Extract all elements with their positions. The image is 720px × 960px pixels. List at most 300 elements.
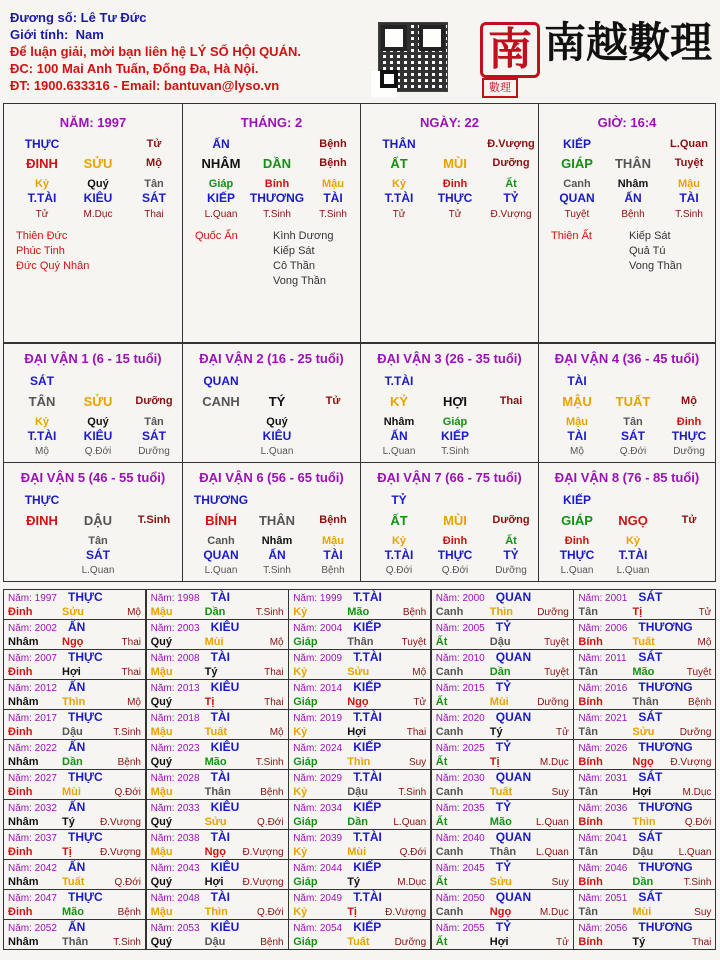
- year-cell: [146, 769, 289, 800]
- year-branch: Tị: [347, 906, 357, 918]
- year-stem: Kỷ: [293, 906, 308, 918]
- year-god: SÁT: [638, 890, 663, 904]
- year-label: Năm: 2039: [293, 833, 343, 844]
- year-label: Năm: 2011: [578, 653, 627, 664]
- year-label: Năm: 2004: [293, 623, 343, 634]
- year-stage: Bệnh: [402, 607, 427, 618]
- year-god: KIẾP: [353, 680, 382, 694]
- year-branch: Mão: [632, 666, 655, 678]
- year-stem: Quý: [150, 816, 172, 828]
- year-god: TÀI: [210, 650, 230, 664]
- dai-van-god: TÀI: [323, 548, 343, 562]
- year-stage: Đ.Vượng: [242, 877, 284, 888]
- year-god: KIÊU: [210, 860, 240, 874]
- year-god: ẤN: [68, 620, 86, 634]
- year-cell: [431, 649, 574, 680]
- year-label: Năm: 2019: [293, 713, 343, 724]
- dai-van-stage-small: Dưỡng: [673, 446, 705, 457]
- dai-van-god: ẤN: [268, 548, 286, 562]
- dai-van-stage-small: Dưỡng: [138, 446, 170, 457]
- year-cell: [431, 829, 574, 860]
- year-god: KIẾP: [353, 860, 382, 874]
- year-branch: Mùi: [632, 906, 652, 918]
- hidden-stem: Tân: [144, 178, 164, 190]
- year-stage: Đ.Vượng: [99, 847, 141, 858]
- dai-van-main: SỬU: [83, 394, 113, 409]
- pillar-top-god: Bệnh: [319, 138, 347, 150]
- year-cell: [3, 709, 146, 740]
- year-label: Năm: 2032: [8, 803, 57, 814]
- year-cell: [288, 679, 431, 710]
- star-left: Thiên Đức: [16, 230, 68, 242]
- year-stage: Tử: [698, 607, 712, 618]
- year-stage: Suy: [551, 787, 569, 798]
- hidden-stage: M.Dục: [83, 209, 113, 220]
- pillar-main: GIÁP: [561, 156, 593, 171]
- year-stem: Đinh: [8, 846, 33, 858]
- year-cell: [146, 649, 289, 680]
- year-stem: Đinh: [8, 906, 33, 918]
- year-stem: Kỷ: [293, 846, 308, 858]
- pillar-title: GIỜ: 16:4: [597, 115, 657, 130]
- year-label: Năm: 2054: [293, 923, 343, 934]
- dai-van-stage-small: L.Quan: [81, 565, 115, 576]
- year-branch: Sửu: [204, 816, 227, 828]
- dai-van-main: BÍNH: [205, 513, 237, 528]
- year-god: TỶ: [495, 740, 512, 754]
- pillar-title: NĂM: 1997: [59, 115, 127, 130]
- dai-van-cell: [360, 462, 539, 582]
- year-cell: [431, 589, 574, 620]
- year-label: Năm: 2022: [8, 743, 57, 754]
- dai-van-title: ĐẠI VẬN 8 (76 - 85 tuổi): [554, 470, 700, 485]
- owner-info: [10, 9, 301, 94]
- year-god: SÁT: [638, 590, 663, 604]
- year-stage: Dưỡng: [537, 697, 569, 708]
- year-stem: Canh: [435, 846, 464, 858]
- year-stem: Ất: [435, 816, 448, 828]
- year-branch: Mùi: [347, 846, 367, 858]
- pillar-title: THÁNG: 2: [240, 115, 303, 130]
- year-label: Năm: 2024: [293, 743, 343, 754]
- year-label: Năm: 2045: [435, 863, 485, 874]
- year-cell: [431, 859, 574, 890]
- year-stem: Mậu: [150, 906, 173, 918]
- year-label: Năm: 2028: [150, 773, 200, 784]
- year-god: KIẾP: [353, 740, 382, 754]
- year-cell: [146, 799, 289, 830]
- year-god: TỶ: [495, 620, 512, 634]
- year-stem: Nhâm: [8, 816, 39, 828]
- dai-van-god: QUAN: [203, 548, 239, 562]
- year-god: QUAN: [495, 830, 532, 844]
- dai-van-hidden: Đinh: [676, 416, 702, 428]
- year-stage: Dưỡng: [394, 937, 427, 948]
- year-branch: Sửu: [489, 876, 512, 888]
- year-stem: Mậu: [150, 846, 173, 858]
- year-cell: [288, 619, 431, 650]
- year-stage: Thai: [264, 667, 284, 678]
- year-cell: [573, 889, 716, 920]
- hidden-stem: Bính: [264, 178, 290, 190]
- year-label: Năm: 2003: [150, 623, 200, 634]
- year-god: KIẾP: [353, 920, 382, 934]
- year-god: TỶ: [495, 920, 512, 934]
- dai-van-god: THỰC: [559, 548, 595, 562]
- dai-van-title: ĐẠI VẬN 2 (16 - 25 tuổi): [199, 351, 344, 366]
- dai-van-top-god: TỶ: [391, 493, 407, 507]
- dai-van-stage-small: Q.Đới: [619, 446, 647, 457]
- dai-van-hidden: Ất: [505, 535, 517, 547]
- year-label: Năm: 2014: [293, 683, 343, 694]
- year-god: SÁT: [638, 710, 663, 724]
- year-branch: Hợi: [62, 666, 81, 678]
- hidden-god: THƯƠNG: [249, 191, 305, 205]
- year-label: Năm: 2053: [150, 923, 200, 934]
- year-branch: Tuất: [632, 636, 655, 648]
- year-branch: Ngọ: [62, 636, 84, 648]
- dai-van-god: SÁT: [621, 429, 645, 443]
- year-god: THỰC: [68, 710, 103, 724]
- year-god: THƯƠNG: [638, 620, 693, 634]
- year-branch: Dậu: [347, 786, 368, 798]
- year-cell: [573, 919, 716, 950]
- year-label: Năm: 2050: [435, 893, 485, 904]
- dai-van-stage: Dưỡng: [135, 395, 173, 407]
- year-cell: [288, 859, 431, 890]
- dai-van-stage: Bệnh: [319, 514, 347, 526]
- year-stage: Tuyệt: [686, 667, 712, 678]
- year-cell: [431, 619, 574, 650]
- year-god: QUAN: [495, 890, 532, 904]
- year-stem: Mậu: [150, 666, 173, 678]
- year-cell: [573, 829, 716, 860]
- year-stage: L.Quan: [535, 817, 569, 828]
- year-branch: Hợi: [632, 786, 652, 798]
- dai-van-hidden: Đinh: [564, 535, 590, 547]
- gender-value: Nam: [75, 27, 104, 42]
- year-cell: [288, 889, 431, 920]
- year-stage: T.Sinh: [255, 757, 284, 768]
- pillar-main: ĐINH: [26, 156, 58, 171]
- year-cell: [431, 919, 574, 950]
- dai-van-hidden: Canh: [207, 535, 235, 547]
- year-branch: Hợi: [489, 936, 509, 948]
- year-cell: [3, 829, 146, 860]
- dai-van-hidden: Giáp: [442, 416, 468, 428]
- hidden-stem: Ất: [505, 178, 517, 190]
- dai-van-hidden: Kỷ: [625, 535, 641, 547]
- year-branch: Mùi: [204, 636, 224, 648]
- year-god: TỶ: [495, 800, 512, 814]
- year-cell: [431, 769, 574, 800]
- star-right: Kình Dương: [273, 230, 334, 242]
- year-branch: Thân: [347, 636, 374, 648]
- pillar-top-god: Tử: [146, 138, 162, 150]
- dai-van-cell: [360, 343, 539, 463]
- year-stem: Canh: [435, 906, 464, 918]
- year-stage: T.Sinh: [255, 607, 284, 618]
- year-stage: Mộ: [127, 607, 141, 618]
- year-cell: [573, 589, 716, 620]
- year-branch: Thìn: [62, 696, 86, 708]
- year-branch: Hợi: [347, 726, 367, 738]
- hidden-god: KIÊU: [83, 191, 113, 205]
- year-god: QUAN: [495, 590, 532, 604]
- year-stage: Bệnh: [117, 907, 141, 918]
- dai-van-top-god: THƯƠNG: [193, 493, 249, 507]
- year-branch: Tị: [62, 846, 72, 858]
- pillar-top-god: KIẾP: [562, 137, 591, 151]
- year-stem: Tân: [578, 906, 598, 918]
- year-cell: [431, 739, 574, 770]
- dai-van-cell: [538, 462, 716, 582]
- hidden-god: TÀI: [323, 191, 343, 205]
- star-left: Quốc Ấn: [195, 230, 238, 242]
- year-god: KIÊU: [210, 920, 240, 934]
- year-stem: Tân: [578, 666, 598, 678]
- year-label: Năm: 2012: [8, 683, 57, 694]
- dai-van-stage: Dưỡng: [492, 514, 530, 526]
- year-label: Năm: 2026: [578, 743, 628, 754]
- year-stem: Giáp: [293, 936, 318, 948]
- year-god: SÁT: [638, 830, 663, 844]
- year-label: Năm: 2006: [578, 623, 628, 634]
- hidden-god: TÀI: [679, 191, 699, 205]
- year-cell: [146, 829, 289, 860]
- logo-calligraphy: 南越數理: [544, 18, 713, 67]
- hidden-stage: T.Sinh: [675, 209, 703, 220]
- year-stem: Ất: [435, 936, 448, 948]
- year-stem: Bính: [578, 936, 603, 948]
- dai-van-hidden: Nhâm: [261, 535, 293, 547]
- year-stem: Ất: [435, 636, 448, 648]
- dai-van-god: SÁT: [142, 429, 166, 443]
- year-branch: Tuất: [347, 936, 370, 948]
- dai-van-main: TÝ: [268, 394, 286, 409]
- year-god: SÁT: [638, 770, 663, 784]
- year-stage: Tuyệt: [401, 637, 427, 648]
- year-stage: L.Quan: [678, 847, 712, 858]
- year-stage: T.Sinh: [398, 787, 427, 798]
- star-right: Quả Tú: [629, 245, 666, 257]
- star-left: Thiên Ất: [551, 230, 592, 242]
- seal-sub-stamp: 數理: [482, 78, 518, 98]
- year-cell: [288, 799, 431, 830]
- year-stage: Q.Đới: [399, 847, 427, 858]
- year-label: Năm: 2037: [8, 833, 57, 844]
- hidden-god: SÁT: [142, 191, 166, 205]
- year-cell: [146, 859, 289, 890]
- year-branch: Tý: [632, 936, 646, 948]
- year-stem: Canh: [435, 666, 464, 678]
- dai-van-top-god: T.TÀI: [384, 374, 414, 388]
- dai-van-stage-small: L.Quan: [260, 446, 294, 457]
- pillar-main: ẤT: [390, 156, 408, 171]
- dai-van-top-god: SÁT: [30, 374, 54, 388]
- dai-van-top-god: THỰC: [24, 493, 60, 507]
- year-branch: Thân: [204, 786, 231, 798]
- year-stem: Đinh: [8, 606, 33, 618]
- year-god: T.TÀI: [353, 770, 382, 784]
- year-branch: Dậu: [204, 936, 226, 948]
- dai-van-hidden: Kỷ: [391, 535, 407, 547]
- year-cell: [288, 829, 431, 860]
- year-label: Năm: 2017: [8, 713, 57, 724]
- year-stage: Tuyệt: [544, 667, 569, 678]
- year-branch: Dần: [347, 816, 368, 828]
- year-stage: Suy: [408, 757, 427, 768]
- dai-van-stage-small: Dưỡng: [495, 565, 527, 576]
- dai-van-main: ẤT: [390, 513, 408, 528]
- dai-van-main: NGỌ: [618, 513, 648, 528]
- year-stem: Nhâm: [8, 696, 39, 708]
- star-right: Cô Thần: [273, 260, 315, 272]
- year-god: THỰC: [68, 590, 103, 604]
- pillar-cell: [3, 103, 183, 343]
- pillar-main: THÂN: [614, 156, 652, 171]
- year-cell: [431, 799, 574, 830]
- dai-van-title: ĐẠI VẬN 5 (46 - 55 tuổi): [20, 470, 166, 485]
- owner-label: Đương số:: [10, 10, 78, 25]
- year-label: Năm: 2051: [578, 893, 628, 904]
- year-label: Năm: 2040: [435, 833, 485, 844]
- year-cell: [3, 769, 146, 800]
- year-cell: [288, 709, 431, 740]
- year-branch: Mão: [204, 756, 227, 768]
- year-label: Năm: 2000: [435, 593, 485, 604]
- year-stage: Mộ: [412, 667, 427, 678]
- year-branch: Dần: [204, 606, 226, 618]
- year-cell: [573, 619, 716, 650]
- dai-van-stage-small: Q.Đới: [385, 565, 413, 576]
- year-stage: Tuyệt: [544, 637, 569, 648]
- year-stage: Q.Đới: [257, 817, 284, 828]
- pillar-cell: [360, 103, 539, 343]
- dai-van-cell: [182, 343, 361, 463]
- year-branch: Dần: [632, 876, 654, 888]
- year-label: Năm: 2034: [293, 803, 343, 814]
- hidden-stem: Đinh: [442, 178, 468, 190]
- year-cell: [573, 859, 716, 890]
- year-label: Năm: 2007: [8, 653, 57, 664]
- dai-van-main: CANH: [202, 394, 240, 409]
- year-label: Năm: 2036: [578, 803, 628, 814]
- hidden-stem: Kỷ: [34, 178, 50, 190]
- year-stage: Dưỡng: [679, 727, 712, 738]
- year-label: Năm: 2008: [150, 653, 200, 664]
- dai-van-god: TỶ: [503, 548, 519, 562]
- hidden-stage: Tử: [392, 209, 406, 220]
- hidden-god: QUAN: [559, 191, 595, 205]
- year-label: Năm: 2031: [578, 773, 628, 784]
- pillar-top-god: THỰC: [24, 137, 60, 151]
- year-god: THƯƠNG: [638, 920, 693, 934]
- year-stem: Canh: [435, 606, 464, 618]
- dai-van-stage-small: L.Quan: [616, 565, 650, 576]
- dai-van-main: HỢI: [442, 394, 468, 409]
- dai-van-god: THỰC: [671, 429, 707, 443]
- dai-van-stage-small: Q.Đới: [441, 565, 469, 576]
- year-stage: Suy: [694, 907, 712, 918]
- year-stem: Quý: [150, 756, 172, 768]
- year-stage: Dưỡng: [537, 607, 569, 618]
- hidden-stage: Thai: [144, 209, 164, 220]
- year-stage: Bệnh: [117, 757, 141, 768]
- dai-van-main: TÂN: [28, 394, 56, 409]
- year-cell: [146, 589, 289, 620]
- year-label: Năm: 2021: [578, 713, 628, 724]
- year-cell: [288, 649, 431, 680]
- year-god: QUAN: [495, 770, 532, 784]
- year-branch: Thìn: [204, 906, 228, 918]
- year-stage: L.Quan: [393, 817, 427, 828]
- year-stem: Canh: [435, 786, 464, 798]
- pillar-top-god: ẤN: [212, 137, 230, 151]
- year-cell: [146, 679, 289, 710]
- dai-van-main: KỶ: [389, 394, 409, 409]
- dai-van-main: TUẤT: [615, 394, 651, 409]
- star-right: Kiếp Sát: [273, 245, 315, 257]
- year-stage: Tử: [555, 937, 569, 948]
- year-god: THỰC: [68, 890, 103, 904]
- pillar-stage: Tuyệt: [674, 157, 704, 169]
- year-stem: Giáp: [293, 876, 318, 888]
- year-label: Năm: 2015: [435, 683, 485, 694]
- year-cell: [573, 739, 716, 770]
- year-stage: Thai: [121, 667, 141, 678]
- pillar-cell: [182, 103, 361, 343]
- dai-van-stage-small: T.Sinh: [263, 565, 291, 576]
- year-god: THƯƠNG: [638, 800, 693, 814]
- year-label: Năm: 2020: [435, 713, 485, 724]
- dai-van-god: SÁT: [86, 548, 110, 562]
- year-cell: [3, 919, 146, 950]
- year-cell: [288, 589, 431, 620]
- year-stem: Bính: [578, 636, 603, 648]
- year-stem: Đinh: [8, 786, 33, 798]
- dai-van-title: ĐẠI VẬN 3 (26 - 35 tuổi): [377, 351, 522, 366]
- year-label: Năm: 2033: [150, 803, 200, 814]
- year-branch: Thìn: [347, 756, 371, 768]
- year-label: Năm: 2030: [435, 773, 485, 784]
- year-cell: [431, 679, 574, 710]
- year-stem: Bính: [578, 756, 603, 768]
- year-god: THỰC: [68, 830, 103, 844]
- year-god: ẤN: [68, 680, 86, 694]
- year-cell: [573, 649, 716, 680]
- year-god: TÀI: [210, 890, 230, 904]
- dai-van-main: MÙI: [443, 513, 467, 528]
- year-cell: [288, 919, 431, 950]
- hidden-stage: T.Sinh: [319, 209, 347, 220]
- year-label: Năm: 2016: [578, 683, 628, 694]
- year-stem: Bính: [578, 816, 603, 828]
- owner-name: Lê Tư Đức: [80, 10, 147, 25]
- year-label: Năm: 2056: [578, 923, 628, 934]
- year-god: THỰC: [68, 650, 103, 664]
- year-branch: Mão: [489, 816, 512, 828]
- year-cell: [3, 619, 146, 650]
- year-cell: [3, 739, 146, 770]
- dai-van-stage-small: T.Sinh: [441, 446, 469, 457]
- year-stage: Mộ: [697, 637, 712, 648]
- year-stem: Mậu: [150, 606, 173, 618]
- year-label: Năm: 2009: [293, 653, 343, 664]
- year-stage: Đ.Vượng: [242, 847, 284, 858]
- year-god: KIÊU: [210, 740, 240, 754]
- year-stage: Q.Đới: [684, 817, 712, 828]
